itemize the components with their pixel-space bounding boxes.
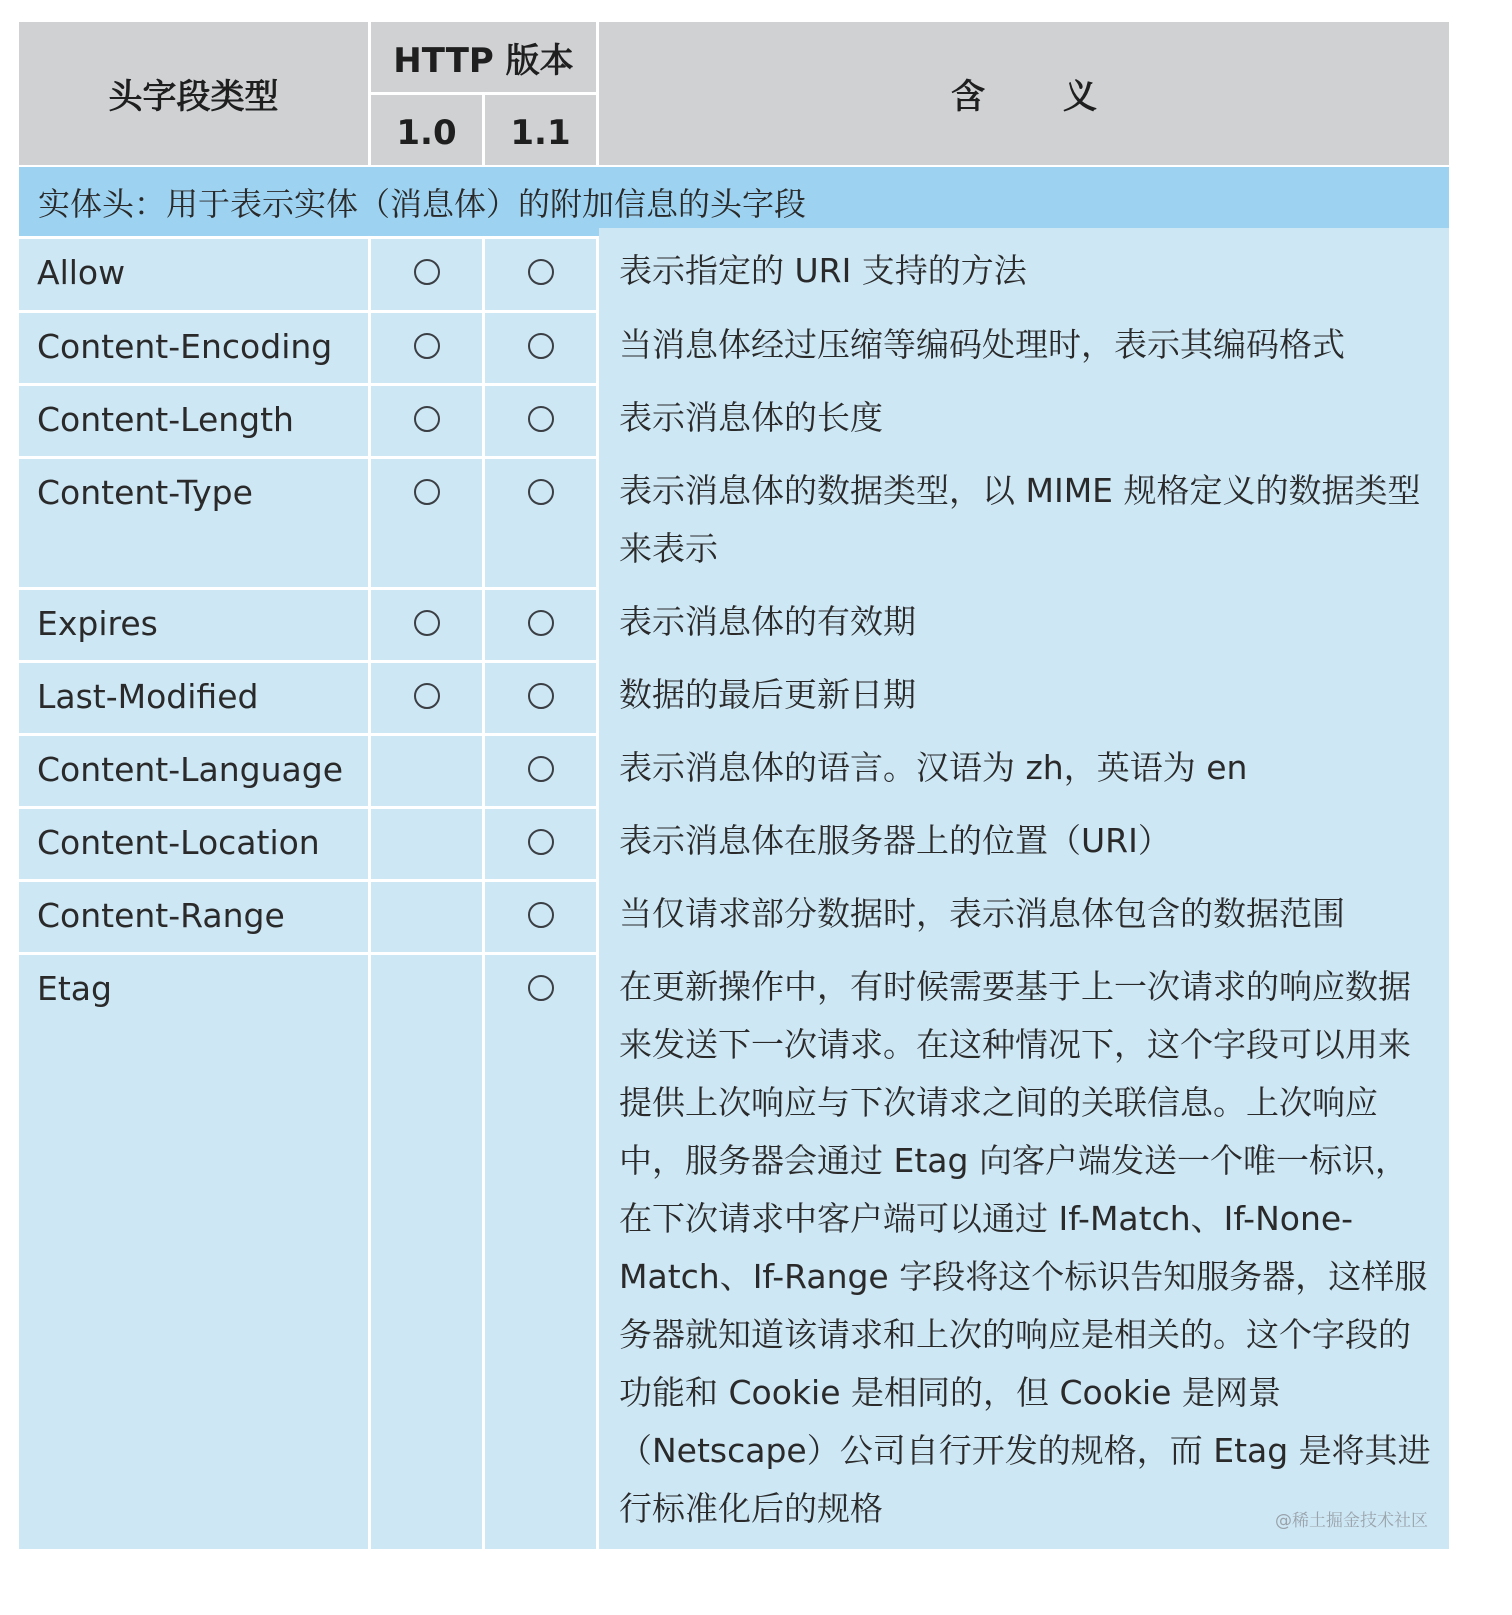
table-row [19, 809, 1449, 879]
support-http-1-1 [485, 459, 596, 587]
header-field-name: Content-Type [19, 459, 368, 587]
field-description: 表示指定的 URI 支持的方法 [599, 228, 1449, 310]
header-field-name: Expires [19, 590, 368, 660]
table-header [19, 22, 1449, 165]
field-description: 表示消息体在服务器上的位置（URI） [599, 798, 1449, 879]
table-row [19, 955, 1449, 1549]
circle-icon [528, 406, 554, 432]
header-field-type: 头字段类型 [19, 22, 368, 165]
support-http-1-0 [371, 663, 482, 733]
support-http-1-0 [371, 239, 482, 310]
header-http-version-group [371, 22, 596, 165]
watermark: @稀土掘金技术社区 [1275, 1511, 1428, 1531]
circle-icon [528, 829, 554, 855]
circle-icon [528, 479, 554, 505]
table-row [19, 459, 1449, 587]
header-http-version: HTTP 版本 [371, 22, 596, 92]
support-http-1-1 [485, 239, 596, 310]
support-http-1-1 [485, 882, 596, 952]
table-row [19, 736, 1449, 806]
circle-icon [528, 333, 554, 359]
table-row [19, 663, 1449, 733]
circle-icon [528, 902, 554, 928]
table-body [19, 239, 1449, 1549]
support-http-1-0 [371, 386, 482, 456]
field-description: 当仅请求部分数据时，表示消息体包含的数据范围 [599, 871, 1449, 952]
support-http-1-1 [485, 955, 596, 1549]
support-http-1-0 [371, 809, 482, 879]
field-description: 数据的最后更新日期 [599, 652, 1449, 733]
header-field-name: Content-Language [19, 736, 368, 806]
table-row [19, 590, 1449, 660]
field-description: 表示消息体的数据类型，以 MIME 规格定义的数据类型来表示 [599, 448, 1449, 587]
header-field-name: Content-Location [19, 809, 368, 879]
circle-icon [414, 333, 440, 359]
table-row [19, 882, 1449, 952]
circle-icon [528, 756, 554, 782]
header-field-name: Etag [19, 955, 368, 1549]
support-http-1-0 [371, 882, 482, 952]
header-field-name: Allow [19, 239, 368, 310]
header-version-1-1: 1.1 [485, 95, 596, 165]
circle-icon [414, 610, 440, 636]
header-meaning-char-2: 义 [1063, 77, 1097, 117]
table-row [19, 386, 1449, 456]
circle-icon [414, 479, 440, 505]
header-meaning-char-1: 含 [951, 77, 985, 117]
entity-header-table [19, 22, 1449, 1549]
section-entity-header: 实体头：用于表示实体（消息体）的附加信息的头字段 [19, 167, 1449, 236]
support-http-1-0 [371, 736, 482, 806]
header-field-name: Content-Length [19, 386, 368, 456]
field-description: 在更新操作中，有时候需要基于上一次请求的响应数据来发送下一次请求。在这种情况下，这个字段可以用来提供上次响应与下次请求之间的关联信息。上次响应中，服务器会通过 Etag 向客户端发送一个唯一标识，在下次请求中客户端可以通过 If-Match、If-None-Match、If-Range 字段将这个标识告知服务器，这样服务器就知道该请求和上次的响应是相关的。这个字段的功能和 Cookie 是相同的，但 Cookie 是网景（Netscape）公司自行开发的规格，而 Etag 是将其进行标准化后的规格 [599, 944, 1449, 1549]
circle-icon [414, 259, 440, 285]
circle-icon [528, 259, 554, 285]
support-http-1-1 [485, 663, 596, 733]
support-http-1-1 [485, 736, 596, 806]
table-row [19, 313, 1449, 383]
field-description: 表示消息体的长度 [599, 375, 1449, 456]
header-field-name: Content-Encoding [19, 313, 368, 383]
support-http-1-0 [371, 459, 482, 587]
circle-icon [414, 406, 440, 432]
header-field-name: Content-Range [19, 882, 368, 952]
support-http-1-1 [485, 590, 596, 660]
header-field-name: Last-Modified [19, 663, 368, 733]
table-row [19, 239, 1449, 310]
support-http-1-1 [485, 313, 596, 383]
support-http-1-1 [485, 386, 596, 456]
field-description: 表示消息体的语言。汉语为 zh，英语为 en [599, 725, 1449, 806]
circle-icon [528, 683, 554, 709]
circle-icon [528, 610, 554, 636]
circle-icon [414, 683, 440, 709]
support-http-1-0 [371, 590, 482, 660]
header-version-1-0: 1.0 [371, 95, 482, 165]
support-http-1-0 [371, 313, 482, 383]
field-description: 当消息体经过压缩等编码处理时，表示其编码格式 [599, 302, 1449, 383]
field-description: 表示消息体的有效期 [599, 579, 1449, 660]
support-http-1-0 [371, 955, 482, 1549]
circle-icon [528, 975, 554, 1001]
header-meaning [599, 22, 1449, 165]
support-http-1-1 [485, 809, 596, 879]
